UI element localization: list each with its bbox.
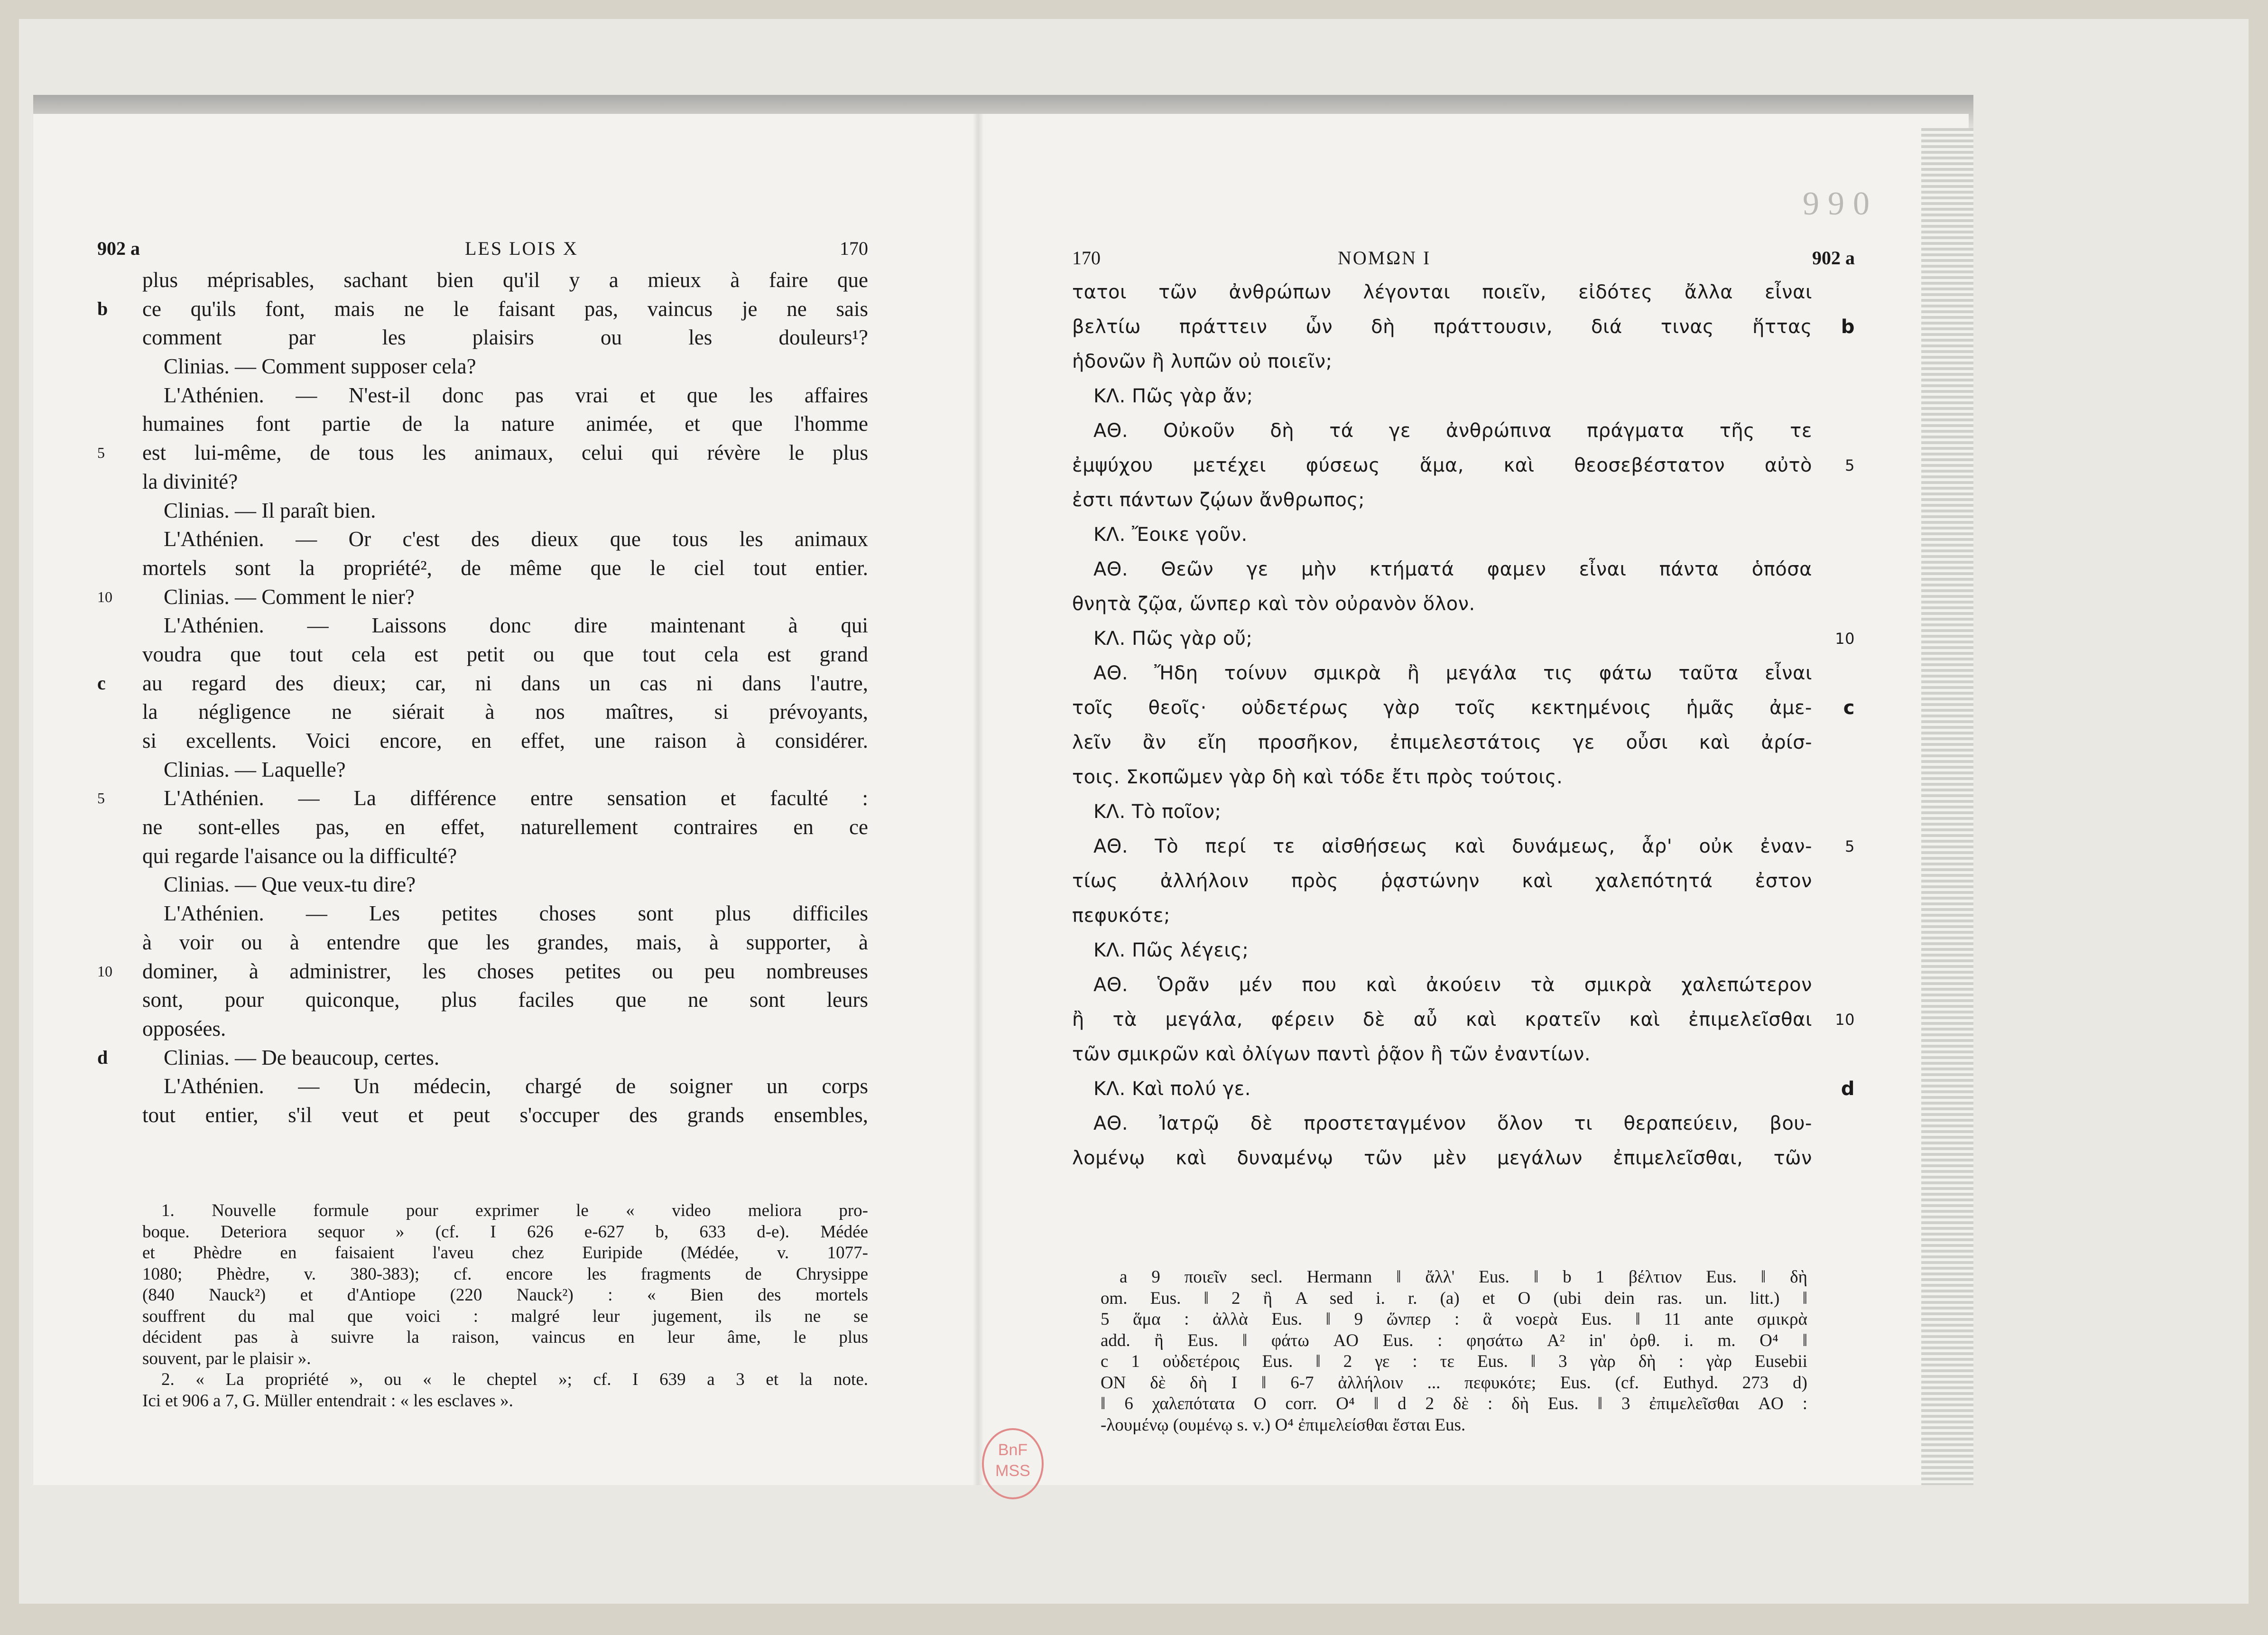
line-text: la divinité? [142, 469, 238, 493]
text-line [142, 496, 868, 525]
line-text: L'Athénien. — Un médecin, chargé de soigner un corps [164, 1074, 868, 1098]
line-text: ΑΘ. Ἤδη τοίνυν σμικρὰ ἢ μεγάλα τις φάτω ταῦτα εἶναι [1093, 662, 1812, 684]
margin-reference: b [97, 297, 108, 319]
line-text: (840 Nauck²) et d'Antiope (220 Nauck²) : « Bien des mortels [142, 1285, 868, 1305]
line-text: ἢ τὰ μεγάλα, φέρειν δὲ αὖ καὶ κρατεῖν καὶ ἐπιμελεῖσθαι [1072, 1009, 1812, 1031]
margin-reference: 10 [1835, 1011, 1855, 1029]
text-line [1101, 1309, 1807, 1330]
line-text: à voir ou à entendre que les grandes, mais, à supporter, à [142, 930, 868, 954]
line-text: Clinias. — Il paraît bien. [164, 498, 376, 522]
line-text: Clinias. — De beaucoup, certes. [164, 1045, 440, 1069]
text-line [142, 1369, 868, 1391]
margin-reference: c [1843, 697, 1855, 719]
line-text: humaines font partie de la nature animée, et que l'homme [142, 412, 868, 436]
text-line [1072, 899, 1812, 933]
text-line [142, 1285, 868, 1306]
line-text: a 9 ποιεῖν secl. Hermann ‖ ἄλλ' Eus. ‖ b 1 βέλτιον Eus. ‖ δὴ [1120, 1267, 1807, 1287]
text-line [1072, 622, 1855, 656]
text-line [97, 957, 868, 986]
line-text: ἐστι πάντων ζῴων ἄνθρωπος; [1072, 489, 1365, 511]
line-text: voudra que tout cela est petit ou que tout cela est grand [142, 642, 868, 666]
text-line [142, 1264, 868, 1285]
text-line [142, 1243, 868, 1264]
text-line [142, 726, 868, 755]
line-text: et Phèdre en faisaient l'aveu chez Euripide (Médée, v. 1077- [142, 1243, 868, 1263]
left-folio-ref: 902 a [97, 238, 140, 259]
left-page-number: 170 [840, 238, 868, 259]
text-line [1072, 1141, 1812, 1176]
text-line [142, 1200, 868, 1222]
right-page-number: 170 [1072, 247, 1101, 269]
line-text: souffrent du mal que voici : malgré leur jugement, ils ne se [142, 1306, 868, 1326]
line-text: ΑΘ. Οὐκοῦν δὴ τά γε ἀνθρώπινα πράγματα τῆς τε [1093, 420, 1812, 442]
book-gutter [972, 114, 984, 1485]
margin-reference: c [97, 672, 106, 694]
line-text: mortels sont la propriété², de même que le ciel tout entier. [142, 556, 868, 580]
line-text: ce qu'ils font, mais ne le faisant pas, vaincus je ne sais [142, 297, 868, 321]
text-line [1072, 1003, 1855, 1037]
stamp-line-1: BnF [998, 1441, 1028, 1459]
line-text: λομένῳ καὶ δυναμένῳ τῶν μὲν μεγάλων ἐπιμελεῖσθαι, τῶν [1072, 1147, 1812, 1169]
line-text: opposées. [142, 1016, 226, 1040]
text-line [142, 1306, 868, 1328]
line-text: add. ἢ Eus. ‖ φάτω AO Eus. : φησάτω A² in' ὀρθ. i. m. O⁴ ‖ [1101, 1330, 1807, 1350]
text-line [1101, 1373, 1807, 1394]
line-text: 5 ἅμα : ἀλλὰ Eus. ‖ 9 ὥνπερ : ἃ νοερὰ Eus. ‖ 11 ante σμικρὰ [1101, 1310, 1807, 1329]
line-text: L'Athénien. — La différence entre sensation et faculté : [164, 786, 868, 810]
margin-reference: 5 [97, 790, 105, 807]
text-line [142, 985, 868, 1014]
line-text: θνητὰ ζῷα, ὥνπερ καὶ τὸν οὐρανὸν ὅλον. [1072, 593, 1475, 615]
margin-reference: 10 [97, 588, 112, 605]
line-text: ‖ 6 χαλεπότατα O corr. O⁴ ‖ d 2 δὲ : δὴ Eus. ‖ 3 ἐπιμελεῖσθαι AO : [1101, 1394, 1807, 1413]
text-line [142, 1072, 868, 1101]
text-line [1072, 379, 1812, 414]
line-text: -λουμένῳ (ουμένῳ s. v.) O⁴ ἐπιμελείσθαι ἔσται Eus. [1101, 1415, 1466, 1435]
line-text: ἐμψύχου μετέχει φύσεως ἅμα, καὶ θεοσεβέστατον αὐτὸ [1072, 455, 1812, 476]
text-line [1072, 864, 1812, 899]
text-line [1072, 933, 1812, 968]
line-text: ΚΛ. Τὸ ποῖον; [1093, 801, 1222, 823]
line-text: ΑΘ. Ὁρᾶν μέν που καὶ ἀκούειν τὰ σμικρὰ χαλεπώτερον [1093, 974, 1812, 996]
line-text: ΑΘ. Ἰατρῷ δὲ προστεταγμένον ὅλον τι θεραπεύειν, βου- [1093, 1113, 1812, 1134]
line-text: τῶν σμικρῶν καὶ ὀλίγων παντὶ ῥᾷον ἢ τῶν ἐναντίων. [1072, 1043, 1591, 1065]
line-text: la négligence ne siérait à nos maîtres, si prévoyants, [142, 700, 868, 724]
line-text: ΑΘ. Θεῶν γε μὴν κτήματά φαμεν εἶναι πάντα ὁπόσα [1093, 558, 1812, 580]
line-text: L'Athénien. — N'est-il donc pas vrai et que les affaires [164, 383, 868, 407]
line-text: ON δὲ δὴ I ‖ 6-7 ἀλλήλοιν ... πεφυκότε; Eus. (cf. Euthyd. 273 d) [1101, 1373, 1807, 1393]
margin-reference: b [1841, 316, 1855, 338]
text-line [142, 842, 868, 871]
text-line [142, 1014, 868, 1043]
line-text: qui regarde l'aisance ou la difficulté? [142, 844, 457, 868]
text-line [1101, 1288, 1807, 1310]
line-text: ἡδονῶν ἢ λυπῶν οὐ ποιεῖν; [1072, 351, 1333, 372]
right-page-header [1072, 247, 1855, 275]
line-text: L'Athénien. — Laissons donc dire maintenant à qui [164, 613, 868, 638]
text-line [142, 755, 868, 784]
line-text: ΚΛ. Πῶς γὰρ ἄν; [1093, 385, 1253, 407]
page-edges [1921, 128, 1973, 1485]
line-text: décident pas à suivre la raison, vaincus en leur âme, le plus [142, 1328, 868, 1347]
text-line [1072, 414, 1812, 448]
text-line [1072, 795, 1812, 829]
text-line [1072, 691, 1855, 725]
text-line [142, 640, 868, 669]
left-page-french [97, 237, 868, 1130]
stamp-line-2: MSS [995, 1462, 1030, 1480]
text-line [97, 583, 868, 612]
margin-reference: 5 [1845, 837, 1855, 855]
line-text: c 1 οὐδετέροις Eus. ‖ 2 γε : τε Eus. ‖ 3 γὰρ δὴ : γὰρ Eusebii [1101, 1352, 1807, 1371]
text-line [142, 813, 868, 842]
text-line [1072, 760, 1812, 795]
right-page-greek [1072, 247, 1855, 1176]
line-text: ne sont-elles pas, en effet, naturellement contraires en ce [142, 815, 868, 839]
line-text: βελτίω πράττειν ὧν δὴ πράττουσιν, διά τινας ἥττας [1072, 316, 1812, 338]
line-text: comment par les plaisirs ou les douleurs¹? [142, 325, 868, 350]
text-line [1072, 587, 1812, 622]
text-line [142, 323, 868, 352]
line-text: τοις. Σκοπῶμεν γὰρ δὴ καὶ τόδε ἔτι πρὸς τούτοις. [1072, 766, 1563, 788]
text-line [1072, 1037, 1812, 1072]
line-text: Clinias. — Comment le nier? [164, 585, 415, 609]
line-text: boque. Deteriora sequor » (cf. I 626 e-627 b, 633 d-e). Médée [142, 1222, 868, 1242]
text-line [97, 669, 868, 698]
line-text: Clinias. — Que veux-tu dire? [164, 873, 416, 897]
text-line [1101, 1393, 1807, 1415]
folio-number: 990 [1803, 186, 1878, 222]
line-text: est lui-même, de tous les animaux, celui qui révère le plus [142, 441, 868, 465]
text-line [97, 1043, 868, 1072]
line-text: Clinias. — Laquelle? [164, 757, 346, 781]
text-line [1072, 829, 1855, 864]
text-line [142, 1391, 868, 1412]
line-text: Ici et 906 a 7, G. Müller entendrait : « les esclaves ». [142, 1391, 513, 1411]
text-line [1072, 275, 1812, 310]
text-line [1072, 552, 1812, 587]
text-line [142, 1327, 868, 1348]
line-text: plus méprisables, sachant bien qu'il y a mieux à faire que [142, 268, 868, 292]
text-line [142, 525, 868, 554]
line-text: 2. « La propriété », ou « le cheptel »; cf. I 639 a 3 et la note. [161, 1370, 868, 1389]
left-page-header [97, 237, 868, 266]
margin-reference: 10 [97, 962, 112, 980]
line-text: ΚΛ. Πῶς λέγεις; [1093, 939, 1249, 961]
text-line [142, 928, 868, 957]
text-line [1072, 448, 1855, 483]
line-text: τίως ἀλλήλοιν πρὸς ῥᾳστώνην καὶ χαλεπότητά ἐστον [1072, 870, 1812, 892]
right-text-body [1072, 275, 1855, 1176]
text-line [1101, 1330, 1807, 1352]
text-line [1072, 483, 1812, 518]
text-line [1072, 518, 1812, 552]
text-line [1072, 1072, 1855, 1106]
line-text: 1080; Phèdre, v. 380-383); cf. encore les fragments de Chrysippe [142, 1264, 868, 1284]
margin-reference: 5 [1845, 456, 1855, 474]
margin-reference: d [1841, 1078, 1855, 1100]
text-line [97, 295, 868, 324]
text-line [1101, 1351, 1807, 1373]
text-line [142, 611, 868, 640]
text-line [1072, 1106, 1812, 1141]
text-line [1072, 656, 1812, 691]
line-text: λεῖν ἂν εἴη προσῆκον, ἐπιμελεστάτοις γε οὖσι καὶ ἀρίσ- [1072, 732, 1812, 753]
line-text: au regard des dieux; car, ni dans un cas ni dans l'autre, [142, 671, 868, 695]
left-running-title: LES LOIS X [465, 238, 578, 259]
text-line [142, 554, 868, 583]
text-line [142, 1101, 868, 1130]
text-line [142, 381, 868, 410]
line-text: om. Eus. ‖ 2 ἢ A sed i. r. (a) et O (ubi dein ras. un. litt.) ‖ [1101, 1288, 1807, 1308]
text-line [1072, 968, 1812, 1003]
text-line [97, 438, 868, 467]
text-line [142, 266, 868, 295]
line-text: πεφυκότε; [1072, 905, 1170, 927]
line-text: ΚΛ. Ἔοικε γοῦν. [1093, 524, 1248, 546]
text-line [1101, 1415, 1807, 1436]
text-line [1101, 1267, 1807, 1288]
margin-reference: 5 [97, 444, 105, 462]
text-line [142, 1222, 868, 1243]
line-text: si excellents. Voici encore, en effet, une raison à considérer. [142, 729, 868, 752]
line-text: tout entier, s'il veut et peut s'occuper des grands ensembles, [142, 1103, 868, 1127]
text-line [1072, 310, 1855, 344]
text-line [142, 1348, 868, 1370]
text-line [142, 697, 868, 726]
left-footnotes [142, 1200, 868, 1412]
line-text: L'Athénien. — Les petites choses sont plus difficiles [164, 901, 868, 926]
text-line [142, 409, 868, 438]
right-running-title: ΝΟΜΩΝ Ι [1338, 247, 1431, 269]
line-text: ΚΛ. Πῶς γὰρ οὔ; [1093, 628, 1253, 650]
text-line [142, 870, 868, 899]
text-line [142, 352, 868, 381]
line-text: souvent, par le plaisir ». [142, 1348, 311, 1368]
left-text-body [97, 266, 868, 1130]
line-text: ΑΘ. Τὸ περί τε αἰσθήσεως καὶ δυνάμεως, ἆρ' οὐκ ἐναν- [1093, 836, 1812, 857]
line-text: Clinias. — Comment supposer cela? [164, 354, 476, 379]
line-text: τατοι τῶν ἀνθρώπων λέγονται ποιεῖν, εἰδότες ἄλλα εἶναι [1072, 281, 1812, 303]
margin-reference: d [97, 1046, 108, 1068]
line-text: τοῖς θεοῖς· οὐδετέρως γὰρ τοῖς κεκτημένοις ἡμᾶς ἀμε- [1072, 697, 1812, 719]
right-folio-ref: 902 a [1812, 247, 1855, 269]
line-text: sont, pour quiconque, plus faciles que ne sont leurs [142, 988, 868, 1012]
line-text: ΚΛ. Καὶ πολύ γε. [1093, 1078, 1251, 1100]
critical-apparatus [1101, 1267, 1807, 1436]
margin-reference: 10 [1835, 630, 1855, 648]
text-line [1072, 725, 1812, 760]
line-text: dominer, à administrer, les choses petites ou peu nombreuses [142, 959, 868, 983]
text-line [142, 899, 868, 928]
text-line [1072, 344, 1812, 379]
line-text: 1. Nouvelle formule pour exprimer le « video meliora pro- [161, 1201, 868, 1220]
library-stamp [982, 1428, 1044, 1499]
text-line [97, 784, 868, 813]
text-line [142, 467, 868, 496]
line-text: L'Athénien. — Or c'est des dieux que tous les animaux [164, 527, 868, 551]
